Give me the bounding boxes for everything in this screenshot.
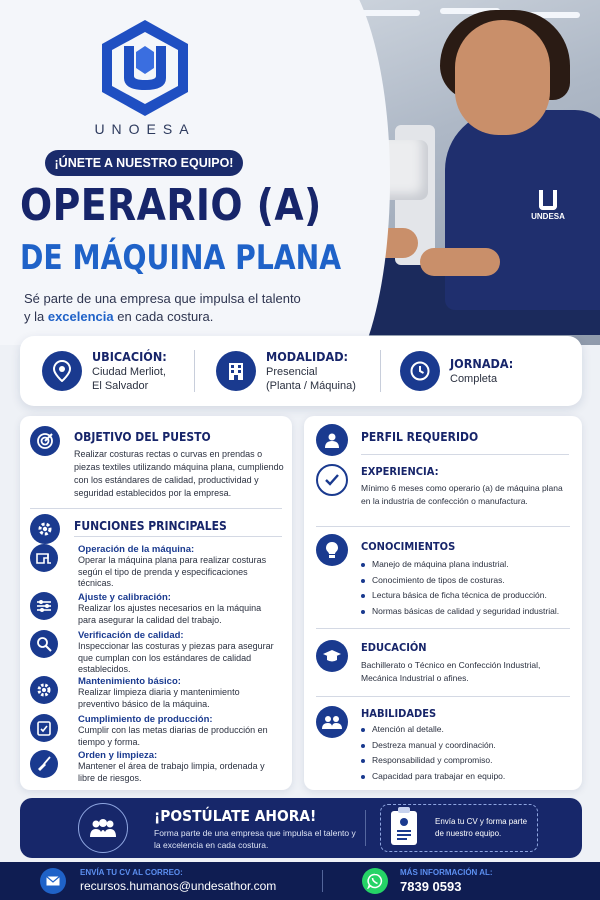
- unoesa-logo-icon: [100, 18, 190, 118]
- info-value: Ciudad Merliot, El Salvador: [92, 366, 166, 392]
- lightbulb-icon: [316, 534, 348, 566]
- email-label: ENVÍA TU CV AL CORREO:: [80, 868, 183, 877]
- info-label: JORNADA:: [450, 356, 514, 371]
- function-title: Orden y limpieza:: [78, 750, 158, 761]
- section-title-perfil: PERFIL REQUERIDO: [361, 430, 479, 444]
- resume-icon: [391, 811, 417, 845]
- cv-callout: [380, 804, 538, 852]
- list-item: Conocimiento de tipos de costuras.: [359, 573, 559, 589]
- section-title-objetivo: OBJETIVO DEL PUESTO: [74, 430, 211, 444]
- list-item: Destreza manual y coordinación.: [359, 738, 505, 754]
- function-item: [30, 544, 270, 586]
- left-card: [20, 416, 292, 790]
- clock-icon: [400, 351, 440, 391]
- job-title-line1: OPERARIO (A): [20, 180, 322, 231]
- clipboard-check-icon: [30, 714, 58, 742]
- list-item: Normas básicas de calidad y seguridad industrial.: [359, 604, 559, 620]
- magnifier-icon: [30, 630, 58, 658]
- list-item: Lectura básica de ficha técnica de producción.: [359, 588, 559, 604]
- educacion-title: EDUCACIÓN: [361, 641, 427, 654]
- divider: [361, 454, 569, 455]
- worker-hand-right: [420, 248, 500, 276]
- divider: [316, 628, 570, 629]
- worker-uniform: [445, 110, 600, 310]
- apply-title: ¡POSTÚLATE AHORA!: [154, 807, 317, 825]
- list-item: Capacidad para trabajar en equipo.: [359, 769, 505, 785]
- conocimientos-title: CONOCIMIENTOS: [361, 540, 456, 553]
- gear-icon: [30, 676, 58, 704]
- function-title: Operación de la máquina:: [78, 544, 195, 555]
- function-item: [30, 630, 274, 674]
- experiencia-text: Mínimo 6 meses como operario (a) de máquina plana en la industria de confección o manufactura.: [361, 483, 563, 506]
- function-text: Realizar limpieza diaria y mantenimiento preventivo básico de la máquina.: [78, 687, 240, 709]
- uniform-logo-icon: [539, 190, 557, 210]
- list-item: Responsabilidad y compromiso.: [359, 753, 505, 769]
- function-item: [30, 676, 270, 712]
- function-item: [30, 592, 270, 628]
- apply-banner: [20, 798, 582, 858]
- function-text: Operar la máquina plana para realizar costuras según el tipo de prenda y especificaciones técnicas.: [78, 555, 267, 588]
- function-title: Cumplimiento de producción:: [78, 714, 213, 725]
- broom-icon: [30, 750, 58, 778]
- info-value: Completa: [450, 373, 498, 385]
- function-text: Inspeccionar las costuras y piezas para asegurar que cumplan con los estándares de calidad establecidos.: [78, 641, 274, 674]
- function-text: Mantener el área de trabajo limpia, ordenada y libre de riesgos.: [78, 761, 265, 783]
- divider: [365, 810, 366, 846]
- info-ubicacion: [42, 348, 175, 394]
- job-title-line2: DE MÁQUINA PLANA: [20, 238, 342, 278]
- divider: [74, 536, 282, 537]
- person-icon: [316, 424, 348, 456]
- divider: [194, 350, 195, 392]
- team-icon: [316, 706, 348, 738]
- list-item: Manejo de máquina plana industrial.: [359, 557, 559, 573]
- info-label: MODALIDAD:: [266, 349, 349, 364]
- divider: [380, 350, 381, 392]
- brand-name: UNOESA: [94, 121, 196, 137]
- cv-callout-text: Envía tu CV y forma parte de nuestro equipo.: [435, 817, 528, 838]
- info-modalidad: [216, 348, 357, 394]
- divider: [316, 526, 570, 527]
- conocimientos-list: [359, 557, 559, 619]
- function-item: [30, 750, 270, 786]
- phone-number[interactable]: 7839 0593: [400, 879, 462, 894]
- function-text: Realizar los ajustes necesarios en la máquina para asegurar la calidad del trabajo.: [78, 603, 262, 625]
- apply-subtitle: Forma parte de una empresa que impulsa el talento y la excelencia en cada costura.: [154, 828, 356, 850]
- job-info-bar: [20, 336, 582, 406]
- tagline-part-b: y la: [24, 309, 48, 324]
- function-title: Mantenimiento básico:: [78, 676, 181, 687]
- tagline-part-c: en cada costura.: [113, 309, 214, 324]
- target-icon: [30, 426, 60, 456]
- habilidades-list: [359, 722, 505, 784]
- whatsapp-icon: [362, 868, 388, 894]
- list-item: Atención al detalle.: [359, 722, 505, 738]
- contact-footer: [0, 862, 600, 900]
- team-icon: [78, 803, 128, 853]
- sliders-icon: [30, 592, 58, 620]
- tagline-part-a: Sé parte de una empresa que impulsa el talento: [24, 291, 301, 306]
- checkmark-icon: [316, 464, 348, 496]
- phone-label: MÁS INFORMACIÓN AL:: [400, 868, 493, 877]
- divider: [322, 870, 323, 892]
- join-team-pill: ¡ÚNETE A NUESTRO EQUIPO!: [45, 150, 243, 176]
- info-value: Presencial (Planta / Máquina): [266, 366, 356, 392]
- function-title: Ajuste y calibración:: [78, 592, 171, 603]
- worker-face: [455, 20, 550, 135]
- function-item: [30, 714, 270, 750]
- hero-tagline: [24, 290, 314, 326]
- divider: [30, 508, 282, 509]
- email-icon: [40, 868, 66, 894]
- objetivo-text: Realizar costuras rectas o curvas en prendas o piezas textiles utilizando máquina plana, cumpliendo con los estándares de calidad, productividad y seguridad establecidos por la empresa.: [74, 449, 284, 498]
- uniform-logo-text: UNDESA: [531, 212, 565, 221]
- function-title: Verificación de calidad:: [78, 630, 184, 641]
- habilidades-title: HABILIDADES: [361, 707, 437, 720]
- right-card: [304, 416, 582, 790]
- experiencia-title: EXPERIENCIA:: [361, 465, 439, 478]
- function-text: Cumplir con las metas diarias de producción en tiempo y forma.: [78, 725, 268, 747]
- educacion-text: Bachillerato o Técnico en Confección Industrial, Mecánica Industrial o afines.: [361, 660, 541, 683]
- hero-section: [0, 0, 600, 345]
- tagline-highlight: excelencia: [47, 309, 114, 324]
- email-address[interactable]: recursos.humanos@undesathor.com: [80, 879, 277, 893]
- graduation-cap-icon: [316, 640, 348, 672]
- divider: [316, 696, 570, 697]
- uniform-logo: [528, 190, 568, 221]
- info-label: UBICACIÓN:: [92, 349, 167, 364]
- building-icon: [216, 351, 256, 391]
- location-pin-icon: [42, 351, 82, 391]
- section-title-funciones: FUNCIONES PRINCIPALES: [74, 519, 227, 533]
- gear-icon: [30, 514, 60, 544]
- info-jornada: [400, 348, 520, 394]
- sewing-machine-icon: [30, 544, 58, 572]
